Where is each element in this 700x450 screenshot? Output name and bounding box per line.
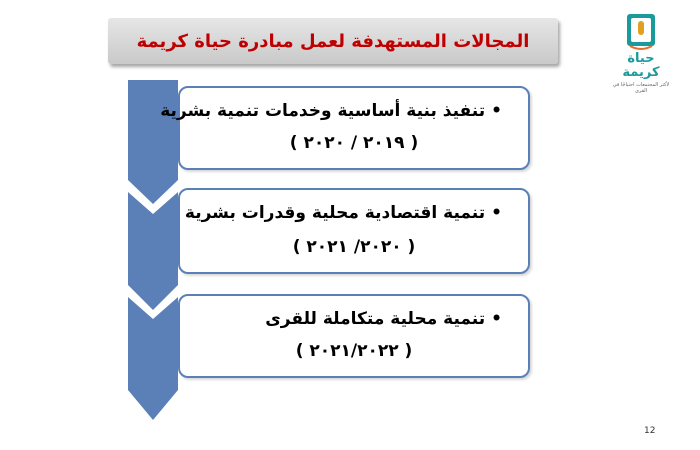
phase-3-title-text: تنمية محلية متكاملة للقرى <box>265 309 486 329</box>
logo-text-line1: حياة <box>627 51 655 66</box>
slide-title: المجالات المستهدفة لعمل مبادرة حياة كريمة <box>136 30 530 52</box>
initiative-phase-3-box <box>178 294 530 378</box>
page-number: 12 <box>644 426 656 436</box>
phase-3-years: ( ٢٠٢١/٢٠٢٢ ) <box>295 341 413 361</box>
phase-1-title-text: تنفيذ بنية أساسية وخدمات تنمية بشرية <box>160 101 486 121</box>
phase-2-title-text: تنمية اقتصادية محلية وقدرات بشرية <box>184 203 486 223</box>
bullet-icon: • <box>491 309 502 329</box>
logo-text-line2: كريمة <box>622 65 660 80</box>
phase-3-title <box>190 308 502 330</box>
title-banner <box>108 18 558 64</box>
bullet-icon: • <box>491 203 502 223</box>
initiative-phase-2-box <box>178 188 530 274</box>
initiative-phase-1-box <box>160 86 530 170</box>
phase-2-years: ( ٢٠٢٠/ ٢٠٢١ ) <box>292 237 416 257</box>
process-chevrons <box>120 80 180 425</box>
phase-1-title <box>160 100 502 122</box>
bullet-icon: • <box>491 101 502 121</box>
chevron-2 <box>128 192 178 310</box>
phase-2-title <box>184 202 502 224</box>
chevron-1 <box>128 80 178 204</box>
phase-1-years: ( ٢٠١٩ / ٢٠٢٠ ) <box>289 133 419 153</box>
logo-tagline: لأكثر المجتمعات احتياجًا في القرى <box>612 82 670 94</box>
chevron-3 <box>128 297 178 420</box>
logo-emblem-icon <box>610 10 672 54</box>
hayah-karima-logo <box>610 10 672 98</box>
